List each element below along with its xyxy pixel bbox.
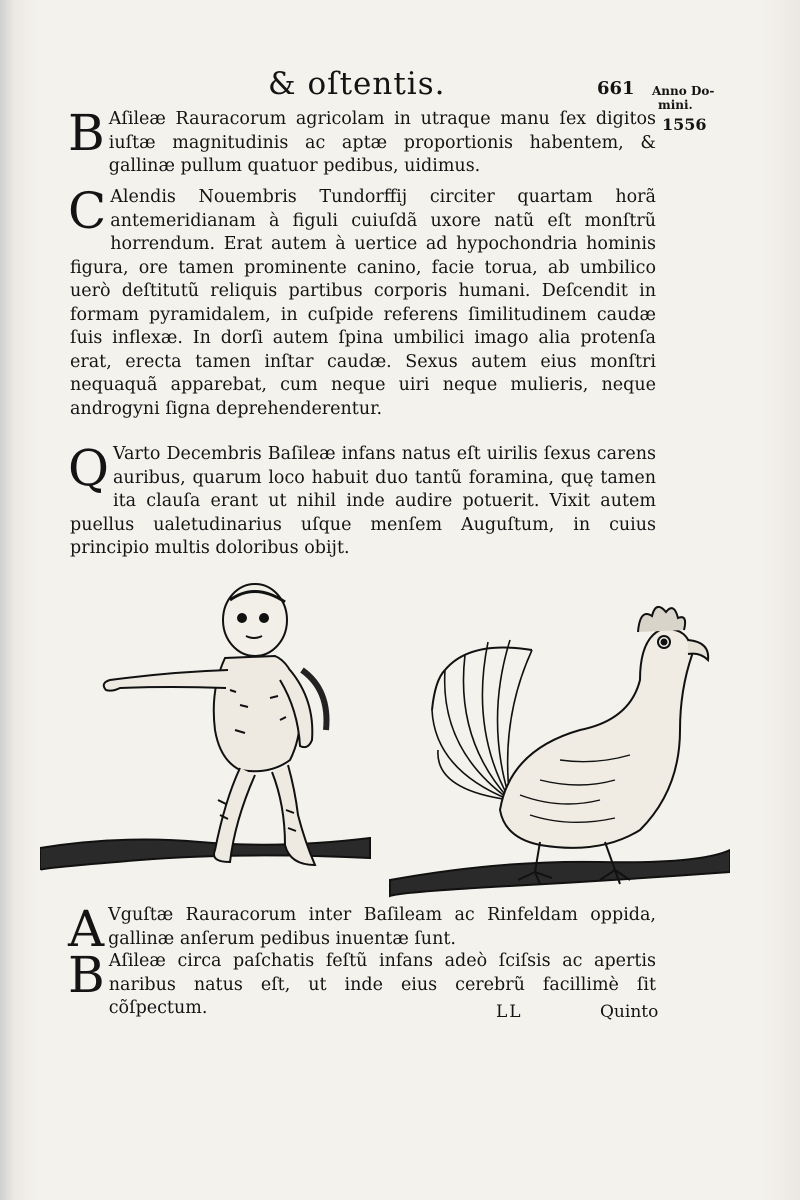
initial-letter: C xyxy=(68,182,107,240)
margin-note-year: 1556 xyxy=(662,115,707,134)
paragraph-text: Aſileæ circa paſchatis feſtũ infans adeò ſciſsis ac apertis naribus natus eſt, ut inde eius cerebrũ facillimè ſit cõſpectum. xyxy=(108,951,656,1018)
margin-note xyxy=(652,84,752,132)
paragraph-4 xyxy=(68,900,656,958)
margin-note-line2: mini. xyxy=(658,98,693,112)
woodcut-hen xyxy=(390,607,730,896)
paragraph-text: Aſileæ Rauracorum agricolam in utraque manu ſex digitos iuſtæ magnitudinis ac aptæ proportionis habentem, & gallinæ pullum quatuor pedibus, uidimus. xyxy=(108,109,656,176)
signature-mark: LL xyxy=(496,1002,523,1022)
paragraph-text: Vguſtæ Rauracorum inter Baſileam ac Rinfeldam oppida, gallinæ anſerum pedibus inuentæ ſunt. xyxy=(108,905,656,949)
catchword: Quinto xyxy=(600,1002,659,1022)
initial-letter: A xyxy=(68,900,105,958)
paragraph-1 xyxy=(68,104,656,179)
paragraph-text: Varto Decembris Baſileæ infans natus eſt uirilis ſexus carens auribus, quarum loco habuit duo tantũ foramina, quę tamen ita clauſa erant ut nihil inde audire potuerit. Vixit autem puellus ualetudinarius uſque menſem Auguſtum, in cuius principio multis doloribus obijt. xyxy=(70,444,656,558)
margin-note-line1: Anno Do- xyxy=(652,84,715,98)
paragraph-5 xyxy=(68,946,659,1022)
initial-letter: B xyxy=(68,104,105,162)
woodcut-illustrations xyxy=(40,580,730,900)
initial-letter: B xyxy=(68,946,105,1004)
folio-number: 661 xyxy=(597,78,635,99)
woodcut-infant xyxy=(40,584,370,870)
running-title: & oſtentis. xyxy=(268,66,446,102)
initial-letter: Q xyxy=(68,439,109,497)
paragraph-2 xyxy=(68,182,656,421)
paragraph-3 xyxy=(68,439,656,561)
paragraph-text: Alendis Nouembris Tundorffij circiter quartam horã antemeridianam à figuli cuiuſdã uxore natũ eſt monſtrũ horrendum. Erat autem à uertice ad hypochondria hominis figura, ore tamen prominente canino, facie torua, ab umbilico uerò deſtitutũ reliquis partibus corporis humani. Deſcendit in formam pyramidalem, in cuſpide referens ſimilitudinem caudæ ſuis inflexæ. In dorſi autem ſpina umbilici imago alia protenſa erat, erecta tamen inſtar caudæ. Sexus autem eius monſtri nequaquã apparebat, cum neque uiri neque mulieris, neque androgyni ſigna deprehenderentur. xyxy=(70,187,656,419)
